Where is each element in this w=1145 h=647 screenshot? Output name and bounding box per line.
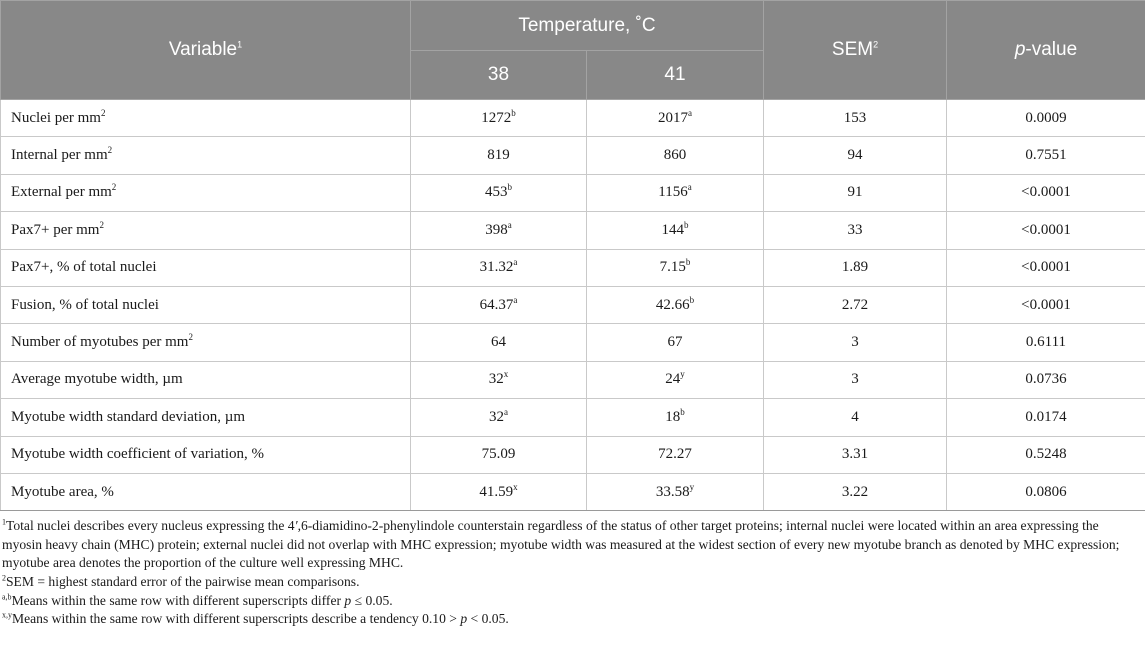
value-p: <0.0001 — [947, 286, 1145, 323]
value-sem: 1.89 — [764, 249, 947, 286]
value-p: <0.0001 — [947, 174, 1145, 211]
value-41: 7.15$^b$ — [587, 249, 764, 286]
value-41: 33.58$^y$ — [587, 473, 764, 510]
value-38: 75.09 — [411, 436, 587, 473]
footnote-1: $^1$Total nuclei describes every nucleus expressing the 4′,6-diamidino-2-phenylindole counterstain regardless of the status of other target proteins; internal nuclei were located within an area expressing the myosin heavy chain (MHC) protein; external nuclei did not overlap with MHC expression; myotube width was measured at the widest section of every new myotube branch as denoted by MHC expression; myotube area denotes the proportion of the culture well expressing MHC. — [2, 517, 1120, 571]
value-sem: 33 — [764, 212, 947, 249]
header-temp-38: 38 — [411, 51, 587, 100]
value-38: 41.59$^x$ — [411, 473, 587, 510]
value-38: 453$^b$ — [411, 174, 587, 211]
footnote-2: $^2$SEM = highest standard error of the pairwise mean comparisons. — [2, 573, 360, 590]
value-sem: 94 — [764, 137, 947, 174]
value-sem: 4 — [764, 399, 947, 436]
value-41: 860 — [587, 137, 764, 174]
value-sem: 91 — [764, 174, 947, 211]
header-sem: SEM$^2$ — [764, 1, 947, 100]
table-header — [1, 1, 1145, 100]
header-temp-41: 41 — [587, 51, 764, 100]
value-41: 72.27 — [587, 436, 764, 473]
value-38: 32$^x$ — [411, 361, 587, 398]
value-41: 18$^b$ — [587, 399, 764, 436]
value-41: 2017$^a$ — [587, 100, 764, 137]
table-body — [1, 100, 1145, 511]
value-sem: 2.72 — [764, 286, 947, 323]
value-sem: 3.31 — [764, 436, 947, 473]
row-label: Number of myotubes per $mm^2$ — [1, 324, 411, 361]
table-row — [1, 137, 1145, 174]
value-38: 64 — [411, 324, 587, 361]
value-41: 144$^b$ — [587, 212, 764, 249]
row-label: Myotube area, % — [1, 473, 411, 510]
table-row — [1, 399, 1145, 436]
row-label: Myotube width standard deviation, µm — [1, 399, 411, 436]
row-label: Pax7+, % of total nuclei — [1, 249, 411, 286]
table-row — [1, 473, 1145, 510]
value-p: 0.7551 — [947, 137, 1145, 174]
row-label: Internal per $mm^2$ — [1, 137, 411, 174]
value-p: 0.6111 — [947, 324, 1145, 361]
value-sem: 3.22 — [764, 473, 947, 510]
table-row — [1, 324, 1145, 361]
row-label: Average myotube width, µm — [1, 361, 411, 398]
table-row — [1, 174, 1145, 211]
value-p: 0.0736 — [947, 361, 1145, 398]
table-row — [1, 361, 1145, 398]
value-38: 819 — [411, 137, 587, 174]
footnote-xy: $^{x,y}$Means within the same row with different superscripts describe a tendency 0.10 > p < 0.05. — [2, 610, 509, 627]
value-p: <0.0001 — [947, 249, 1145, 286]
header-variable: Variable$^1$ — [1, 1, 411, 100]
value-38: 32$^a$ — [411, 399, 587, 436]
value-p: 0.0009 — [947, 100, 1145, 137]
table-row — [1, 100, 1145, 137]
table-footnotes — [0, 511, 1145, 629]
value-sem: 3 — [764, 324, 947, 361]
value-sem: 3 — [764, 361, 947, 398]
value-41: 24$^y$ — [587, 361, 764, 398]
value-41: 42.66$^b$ — [587, 286, 764, 323]
header-pvalue: p-value — [947, 1, 1145, 100]
value-38: 64.37$^a$ — [411, 286, 587, 323]
value-38: 1272$^b$ — [411, 100, 587, 137]
value-38: 398$^a$ — [411, 212, 587, 249]
value-sem: 153 — [764, 100, 947, 137]
row-label: Fusion, % of total nuclei — [1, 286, 411, 323]
table-row — [1, 286, 1145, 323]
table-row — [1, 212, 1145, 249]
header-temperature: Temperature, ˚C — [411, 1, 764, 51]
value-41: 67 — [587, 324, 764, 361]
value-p: <0.0001 — [947, 212, 1145, 249]
value-p: 0.0806 — [947, 473, 1145, 510]
row-label: Pax7+ per $mm^2$ — [1, 212, 411, 249]
footnote-ab: $^{a,b}$Means within the same row with different superscripts differ p ≤ 0.05. — [2, 592, 393, 608]
row-label: Nuclei per $mm^2$ — [1, 100, 411, 137]
row-label: External per $mm^2$ — [1, 174, 411, 211]
table-row — [1, 436, 1145, 473]
value-p: 0.5248 — [947, 436, 1145, 473]
row-label: Myotube width coefficient of variation, % — [1, 436, 411, 473]
value-41: 1156$^a$ — [587, 174, 764, 211]
value-38: 31.32$^a$ — [411, 249, 587, 286]
table-row — [1, 249, 1145, 286]
value-p: 0.0174 — [947, 399, 1145, 436]
